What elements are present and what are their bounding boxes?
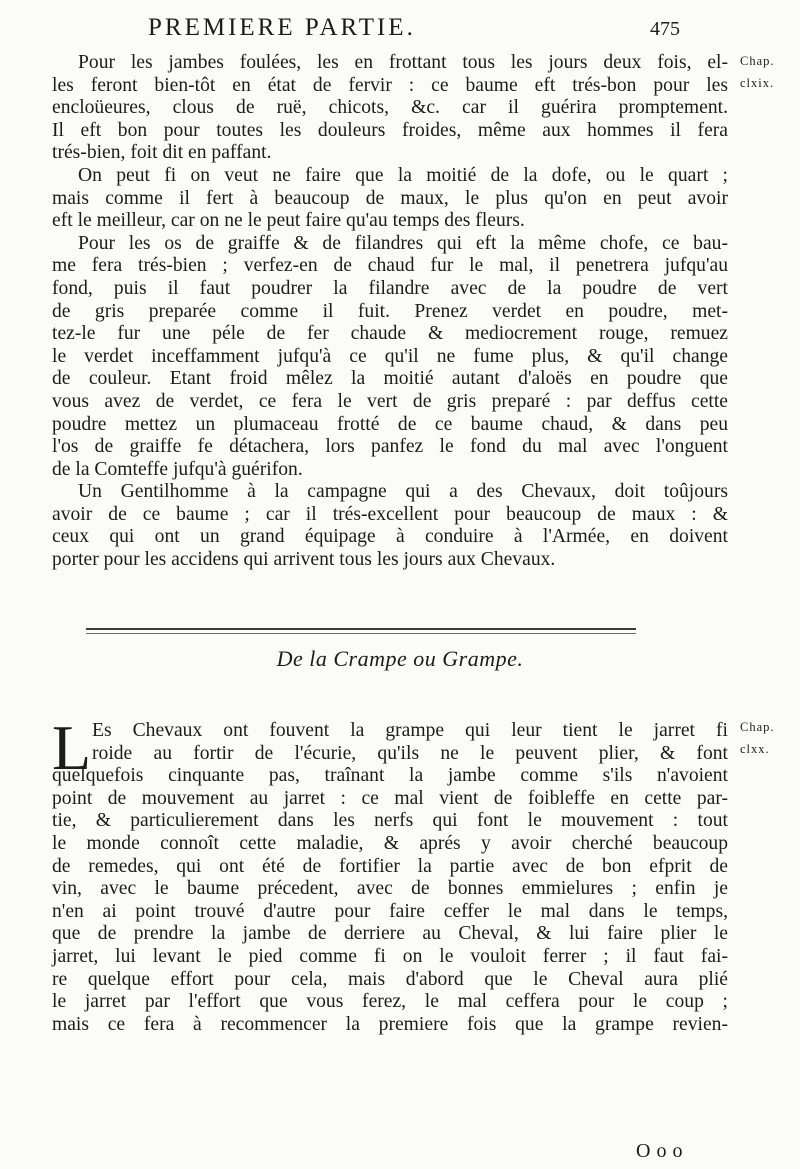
text-line: Un Gentilhomme à la campagne qui a des Chevaux, doit toûjours	[78, 481, 728, 503]
text-line: vous avez de verdet, ce fera le vert de gris preparé : par deffus cette	[52, 390, 728, 412]
text-line: tez-le fur une péle de fer chaude & mediocrement rouge, remuez	[52, 323, 728, 345]
catchword: Ooo	[636, 1140, 689, 1162]
text-line: Pour les os de graiffe & de filandres qui eft la même chofe, ce bau-	[78, 232, 728, 254]
text-line: le verdet inceffamment jufqu'à ce qu'il ne fume plus, & qu'il change	[52, 345, 728, 367]
margin-note-chap-clxix	[740, 50, 798, 94]
text-line: de remedes, qui ont été de fortifier la partie avec de bon efprit de	[52, 855, 728, 877]
text-line: tie, & particulierement dans les nerfs qui font le mouvement : tout	[52, 810, 728, 832]
text-line: l'os de graiffe fe détachera, lors panfez le fond du mal avec l'onguent	[52, 436, 728, 458]
section-title: De la Crampe ou Grampe.	[276, 646, 524, 671]
divider-rule-thick	[86, 628, 636, 630]
text-line: On peut fi on veut ne faire que la moitié de la dofe, ou le quart ;	[78, 164, 728, 186]
text-line: de couleur. Etant froid mêlez la moitié autant d'aloës en poudre que	[52, 368, 728, 390]
text-line: re quelque effort pour cela, mais d'abord que le Cheval aura plié	[52, 968, 728, 990]
text-line: les feront bien-tôt en état de fervir : ce baume eft trés-bon pour les	[52, 74, 728, 96]
text-line: le jarret par l'effort que vous ferez, le mal ceffera pour le coup ;	[52, 991, 728, 1013]
text-line: que de prendre la jambe de derriere au Cheval, & lui faire plier le	[52, 923, 728, 945]
text-line: encloüeures, clous de ruë, chicots, &c. car il guérira promptement.	[52, 97, 728, 119]
text-line: n'en ai point trouvé d'autre pour faire ceffer le mal dans le temps,	[52, 900, 728, 922]
text-line: fond, puis il faut poudrer la filandre avec de la poudre de vert	[52, 277, 728, 299]
margin-note-chap-clxx	[740, 716, 798, 760]
text-line: quelquefois cinquante pas, traînant la jambe comme s'ils n'avoient	[52, 765, 728, 787]
drop-cap: L	[52, 712, 92, 783]
margin-note-label: Chap.	[740, 720, 775, 734]
paragraphs-balm	[52, 52, 728, 572]
text-line: me fera trés-bien ; verfez-en de chaud fur le mal, il penetrera jufqu'au	[52, 255, 728, 277]
text-line: eft le meilleur, car on ne le peut faire qu'au temps des fleurs.	[52, 210, 525, 232]
text-line: vin, avec le baume précedent, avec de bonnes emmielures ; enfin je	[52, 878, 728, 900]
running-title: PREMIERE PARTIE.	[148, 14, 416, 41]
section-divider	[86, 628, 636, 636]
text-line: Es Chevaux ont fouvent la grampe qui leur tient le jarret fi	[92, 720, 728, 741]
running-head	[148, 14, 708, 48]
text-line: Pour les jambes foulées, les en frottant tous les jours deux fois, el-	[78, 52, 728, 73]
margin-note-number: clxix.	[740, 76, 775, 90]
margin-note-number: clxx.	[740, 742, 770, 756]
text-line: roide au fortir de l'écurie, qu'ils ne le peuvent plier, & font	[92, 742, 728, 764]
divider-rule-thin	[86, 633, 636, 634]
margin-note-label: Chap.	[740, 54, 775, 68]
text-line: jarret, lui levant le pied comme fi on le vouloit ferrer ; il faut fai-	[52, 945, 728, 967]
text-line: trés-bien, foit dit en paffant.	[52, 142, 272, 164]
paragraph-cramp	[52, 720, 728, 1036]
text-line: ceux qui ont un grand équipage à conduire à l'Armée, en doivent	[52, 526, 728, 548]
text-line: mais comme il fert à beaucoup de maux, le plus qu'on en peut avoir	[52, 187, 728, 209]
text-line: le monde connoît cette maladie, & aprés y avoir cherché beaucoup	[52, 832, 728, 854]
text-line: mais ce fera à recommencer la premiere fois que la grampe revien-	[52, 1013, 728, 1035]
text-line: de la Comteffe jufqu'à guérifon.	[52, 458, 303, 480]
text-line: de gris preparée comme il fuit. Prenez verdet en poudre, met-	[52, 300, 728, 322]
text-line: point de mouvement au jarret : ce mal vient de foibleffe en cette par-	[52, 787, 728, 809]
text-line: avoir de ce baume ; car il trés-excellent pour beaucoup de maux : &	[52, 503, 728, 525]
text-line: porter pour les accidens qui arrivent tous les jours aux Chevaux.	[52, 549, 556, 571]
page-number: 475	[650, 18, 680, 40]
text-line: poudre mettez un plumaceau frotté de ce baume chaud, & dans peu	[52, 413, 728, 435]
text-line: Il eft bon pour toutes les douleurs froides, même aux hommes il fera	[52, 119, 728, 141]
